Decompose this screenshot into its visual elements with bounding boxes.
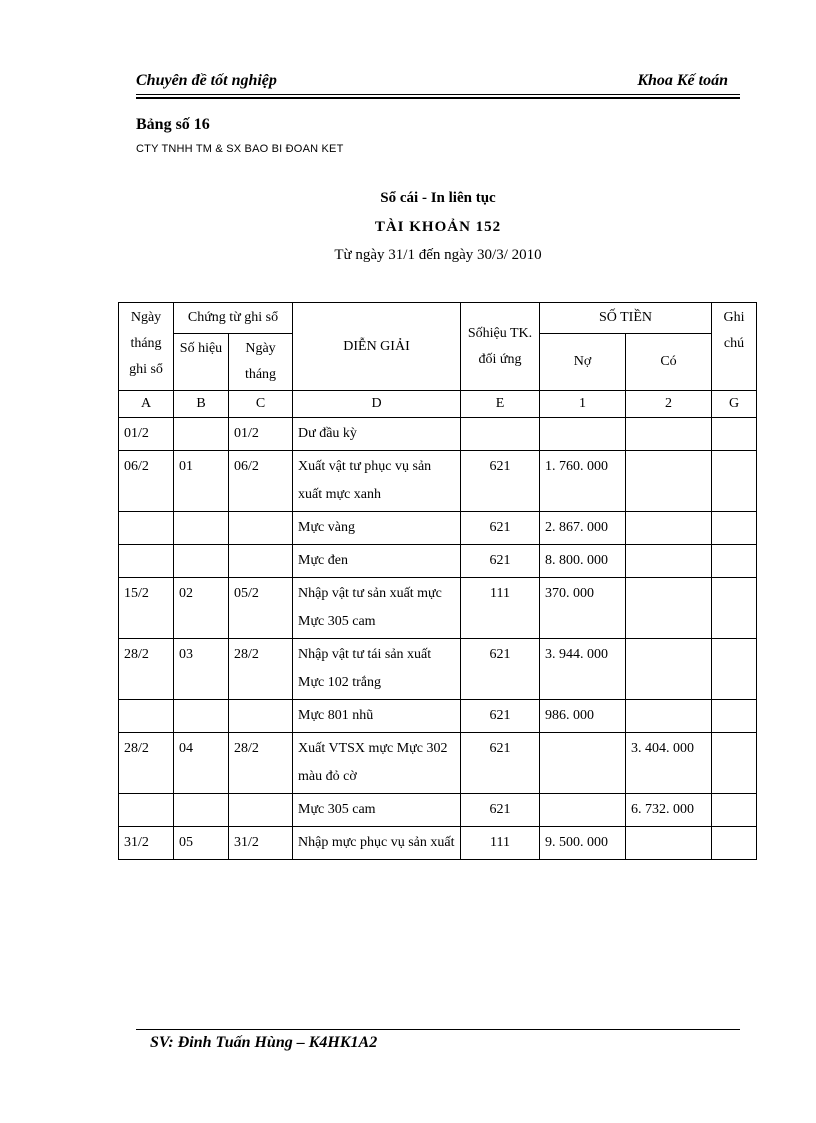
header-left-title: Chuyên đề tốt nghiệp — [136, 72, 277, 89]
date-range: Từ ngày 31/1 đến ngày 30/3/ 2010 — [334, 247, 542, 263]
column-letter: A — [119, 391, 174, 418]
col-header-note: Ghi chú — [712, 303, 757, 391]
company-name: CTY TNHH TM & SX BAO BI ĐOAN KET — [136, 143, 344, 155]
debit-amount: 1. 760. 000 — [540, 451, 626, 512]
table-row — [119, 545, 757, 578]
note — [712, 700, 757, 733]
table-row — [119, 512, 757, 545]
note — [712, 451, 757, 512]
ledger-title: Sổ cái - In liên tục — [380, 190, 496, 206]
col-header-account: Sốhiệu TK. đối ứng — [461, 303, 540, 391]
debit-amount: 9. 500. 000 — [540, 827, 626, 860]
header-right-title: Khoa Kế toán — [637, 72, 728, 89]
entry-date — [119, 545, 174, 578]
debit-amount: 986. 000 — [540, 700, 626, 733]
voucher-date — [229, 512, 293, 545]
description: Xuất VTSX mực Mực 302 màu đỏ cờ — [293, 733, 461, 794]
note — [712, 545, 757, 578]
credit-amount: 6. 732. 000 — [626, 794, 712, 827]
description: Mực 801 nhũ — [293, 700, 461, 733]
counter-account: 621 — [461, 451, 540, 512]
voucher-number — [174, 418, 229, 451]
table-row — [119, 733, 757, 794]
table-row — [119, 418, 757, 451]
table-row — [119, 639, 757, 700]
voucher-date: 28/2 — [229, 733, 293, 794]
counter-account: 621 — [461, 639, 540, 700]
note — [712, 512, 757, 545]
description: Mực đen — [293, 545, 461, 578]
entry-date — [119, 512, 174, 545]
note — [712, 794, 757, 827]
header-rule — [136, 94, 740, 95]
counter-account: 621 — [461, 545, 540, 578]
header-rule-thick — [136, 97, 740, 99]
credit-amount — [626, 512, 712, 545]
counter-account: 621 — [461, 512, 540, 545]
description: Nhập vật tư tái sản xuất Mực 102 trắng — [293, 639, 461, 700]
voucher-date — [229, 545, 293, 578]
column-letter: C — [229, 391, 293, 418]
credit-amount — [626, 827, 712, 860]
voucher-number — [174, 794, 229, 827]
column-letter: 2 — [626, 391, 712, 418]
entry-date: 01/2 — [119, 418, 174, 451]
debit-amount: 2. 867. 000 — [540, 512, 626, 545]
credit-amount: 3. 404. 000 — [626, 733, 712, 794]
description: Xuất vật tư phục vụ sản xuất mực xanh — [293, 451, 461, 512]
entry-date: 31/2 — [119, 827, 174, 860]
voucher-date: 01/2 — [229, 418, 293, 451]
column-letter-row — [119, 391, 757, 418]
account-title: TÀI KHOẢN 152 — [374, 219, 502, 235]
ledger-table — [118, 302, 757, 860]
debit-amount: 3. 944. 000 — [540, 639, 626, 700]
table-row — [119, 700, 757, 733]
table-number: Bảng số 16 — [136, 116, 210, 133]
column-letter: G — [712, 391, 757, 418]
entry-date — [119, 700, 174, 733]
credit-amount — [626, 545, 712, 578]
table-row — [119, 794, 757, 827]
description: Nhập mực phục vụ sản xuất — [293, 827, 461, 860]
counter-account: 111 — [461, 578, 540, 639]
note — [712, 578, 757, 639]
col-header-date: Ngày tháng ghi sổ — [119, 303, 174, 391]
credit-amount — [626, 451, 712, 512]
voucher-number: 03 — [174, 639, 229, 700]
voucher-number — [174, 700, 229, 733]
entry-date — [119, 794, 174, 827]
debit-amount: 370. 000 — [540, 578, 626, 639]
note — [712, 418, 757, 451]
counter-account: 621 — [461, 733, 540, 794]
voucher-number — [174, 545, 229, 578]
voucher-number: 05 — [174, 827, 229, 860]
entry-date: 15/2 — [119, 578, 174, 639]
voucher-date: 31/2 — [229, 827, 293, 860]
col-header-voucher-date: Ngày tháng — [229, 334, 293, 391]
table-row — [119, 578, 757, 639]
voucher-number: 01 — [174, 451, 229, 512]
debit-amount: 8. 800. 000 — [540, 545, 626, 578]
credit-amount — [626, 700, 712, 733]
voucher-date — [229, 794, 293, 827]
column-letter: 1 — [540, 391, 626, 418]
voucher-number: 02 — [174, 578, 229, 639]
credit-amount — [626, 418, 712, 451]
footer-student: SV: Đinh Tuấn Hùng – K4HK1A2 — [150, 1034, 378, 1051]
debit-amount — [540, 418, 626, 451]
column-letter: B — [174, 391, 229, 418]
col-header-description: DIỄN GIẢI — [293, 303, 461, 391]
note — [712, 733, 757, 794]
description: Mực 305 cam — [293, 794, 461, 827]
debit-amount — [540, 733, 626, 794]
counter-account: 621 — [461, 794, 540, 827]
table-row — [119, 827, 757, 860]
counter-account: 621 — [461, 700, 540, 733]
col-header-debit: Nợ — [540, 334, 626, 391]
credit-amount — [626, 578, 712, 639]
entry-date: 28/2 — [119, 639, 174, 700]
table-row — [119, 451, 757, 512]
col-header-amount: SỐ TIỀN — [540, 303, 712, 334]
column-letter: E — [461, 391, 540, 418]
voucher-date: 06/2 — [229, 451, 293, 512]
voucher-date: 05/2 — [229, 578, 293, 639]
voucher-number: 04 — [174, 733, 229, 794]
col-header-voucher: Chứng từ ghi sổ — [174, 303, 293, 334]
description: Mực vàng — [293, 512, 461, 545]
counter-account: 111 — [461, 827, 540, 860]
entry-date: 28/2 — [119, 733, 174, 794]
credit-amount — [626, 639, 712, 700]
voucher-number — [174, 512, 229, 545]
counter-account — [461, 418, 540, 451]
note — [712, 827, 757, 860]
column-letter: D — [293, 391, 461, 418]
description: Dư đầu kỳ — [293, 418, 461, 451]
debit-amount — [540, 794, 626, 827]
col-header-credit: Có — [626, 334, 712, 391]
entry-date: 06/2 — [119, 451, 174, 512]
voucher-date — [229, 700, 293, 733]
col-header-voucher-no: Số hiệu — [174, 334, 229, 391]
footer-rule — [136, 1029, 740, 1030]
description: Nhập vật tư sản xuất mực Mực 305 cam — [293, 578, 461, 639]
voucher-date: 28/2 — [229, 639, 293, 700]
note — [712, 639, 757, 700]
